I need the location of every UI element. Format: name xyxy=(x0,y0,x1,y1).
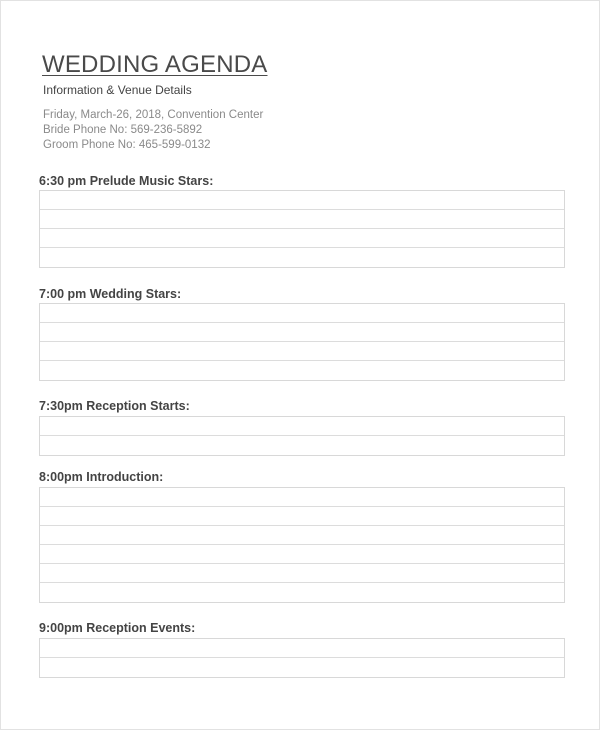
section-label-introduction: 8:00pm Introduction: xyxy=(39,470,164,484)
page-subtitle: Information & Venue Details xyxy=(43,83,192,97)
blank-entry-line[interactable] xyxy=(40,488,564,507)
event-date-venue: Friday, March-26, 2018, Convention Center xyxy=(43,109,264,121)
section-box-wedding xyxy=(39,303,565,381)
blank-entry-line[interactable] xyxy=(40,191,564,210)
blank-entry-line[interactable] xyxy=(40,436,564,455)
section-label-reception-starts: 7:30pm Reception Starts: xyxy=(39,399,190,413)
blank-entry-line[interactable] xyxy=(40,342,564,361)
blank-entry-line[interactable] xyxy=(40,545,564,564)
blank-entry-line[interactable] xyxy=(40,323,564,342)
bride-phone: Bride Phone No: 569-236-5892 xyxy=(43,124,203,136)
groom-phone: Groom Phone No: 465-599-0132 xyxy=(43,139,211,151)
blank-entry-line[interactable] xyxy=(40,229,564,248)
venue-info xyxy=(43,108,263,153)
section-label-prelude: 6:30 pm Prelude Music Stars: xyxy=(39,174,214,188)
section-box-prelude xyxy=(39,190,565,268)
blank-entry-line[interactable] xyxy=(40,583,564,602)
blank-entry-line[interactable] xyxy=(40,639,564,658)
blank-entry-line[interactable] xyxy=(40,564,564,583)
blank-entry-line[interactable] xyxy=(40,304,564,323)
blank-entry-line[interactable] xyxy=(40,526,564,545)
blank-entry-line[interactable] xyxy=(40,658,564,677)
page-title: WEDDING AGENDA xyxy=(42,51,268,78)
section-box-introduction xyxy=(39,487,565,603)
section-label-reception-events: 9:00pm Reception Events: xyxy=(39,621,196,635)
blank-entry-line[interactable] xyxy=(40,507,564,526)
blank-entry-line[interactable] xyxy=(40,210,564,229)
blank-entry-line[interactable] xyxy=(40,417,564,436)
section-box-reception-starts xyxy=(39,416,565,456)
blank-entry-line[interactable] xyxy=(40,248,564,267)
section-box-reception-events xyxy=(39,638,565,678)
blank-entry-line[interactable] xyxy=(40,361,564,380)
section-label-wedding: 7:00 pm Wedding Stars: xyxy=(39,287,182,301)
